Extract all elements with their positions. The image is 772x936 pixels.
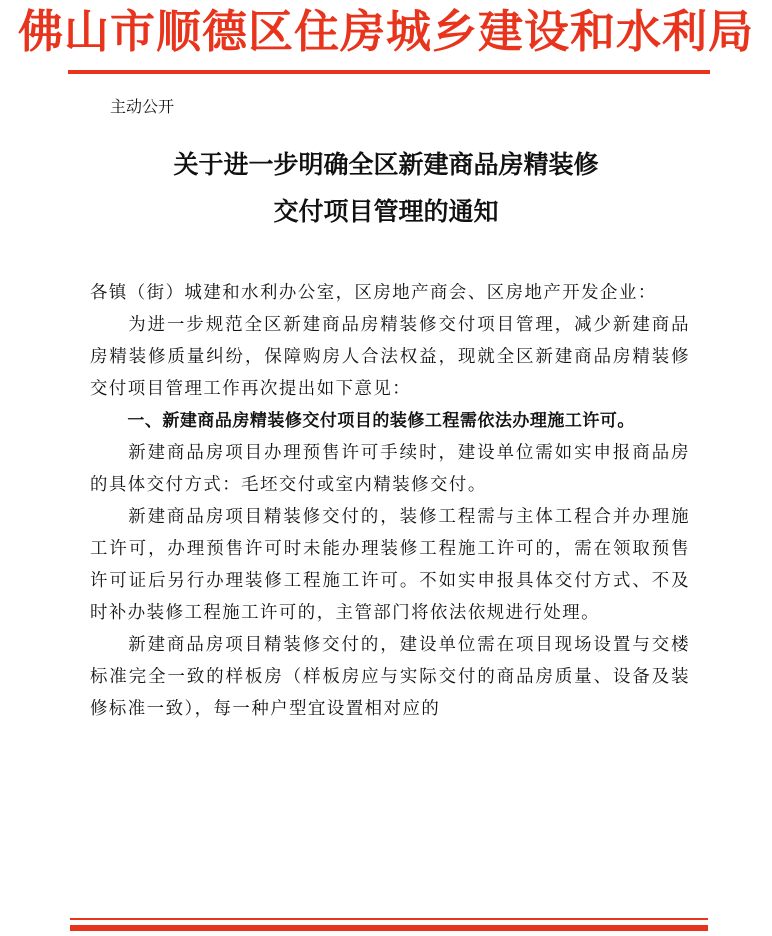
salutation: 各镇（街）城建和水利办公室，区房地产商会、区房地产开发企业： [90,283,657,303]
disclosure-label: 主动公开 [110,97,175,116]
body-paragraph-1: 新建商品房项目办理预售许可手续时，建设单位需如实申报商品房的具体交付方式：毛坯交付或室内精装修交付。 [90,443,690,495]
intro-paragraph: 为进一步规范全区新建商品房精装修交付项目管理，减少新建商品房精装修质量纠纷，保障购房人合法权益，现就全区新建商品房精装修交付项目管理工作再次提出如下意见： [90,315,690,399]
body-paragraph-3: 新建商品房项目精装修交付的，建设单位需在项目现场设置与交楼标准完全一致的样板房（样板房应与实际交付的商品房质量、设备及装修标准一致），每一种户型宜设置相对应的 [90,635,690,719]
issuer-masthead: 佛山市顺德区住房城乡建设和水利局 [17,5,754,58]
document-title-line-2: 交付项目管理的通知 [273,197,499,226]
section-heading-1: 一、新建商品房精装修交付项目的装修工程需依法办理施工许可。 [127,411,635,431]
footer-divider-thin [70,918,708,920]
header-divider [68,70,710,74]
document-title-line-1: 关于进一步明确全区新建商品房精装修 [173,150,599,179]
document-body [90,277,690,725]
footer-divider-thick [70,925,708,931]
body-paragraph-2: 新建商品房项目精装修交付的，装修工程需与主体工程合并办理施工许可，办理预售许可时未能办理装修工程施工许可的，需在领取预售许可证后另行办理装修工程施工许可。不如实申报具体交付方式、不及时补办装修工程施工许可的，主管部门将依法依规进行处理。 [90,507,690,623]
